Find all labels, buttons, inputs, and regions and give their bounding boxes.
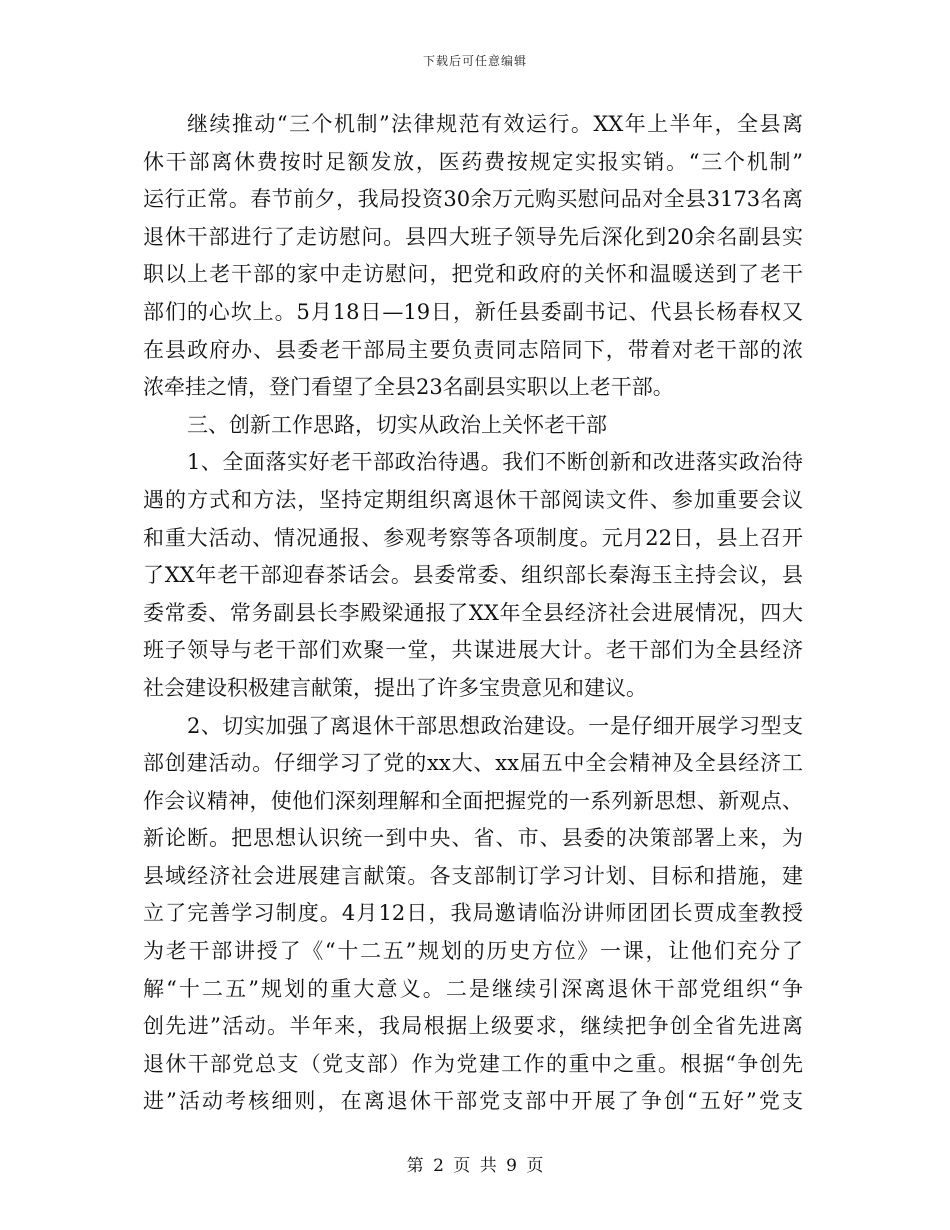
text-line: 社会建设积极建言献策，提出了许多宝贵意见和建议。 bbox=[143, 675, 647, 700]
text-line: 浓牵挂之情，登门看望了全县23名副县实职以上老干部。 bbox=[143, 375, 674, 400]
text-line: 新论断。把思想认识统一到中央、省、市、县委的决策部署上来，为 bbox=[143, 826, 803, 851]
text-line: 休干部离休费按时足额发放，医药费按规定实报实销。“三个机制” bbox=[143, 149, 803, 174]
page-footer: 第 2 页 共 9 页 bbox=[406, 1156, 544, 1176]
text-line: 职以上老干部的家中走访慰问，把党和政府的关怀和温暖送到了老干 bbox=[143, 262, 803, 287]
text-line: 遇的方式和方法，坚持定期组织离退休干部阅读文件、参加重要会议 bbox=[143, 487, 803, 512]
text-line: 部创建活动。仔细学习了党的xx大、xx届五中全会精神及全县经济工 bbox=[143, 751, 803, 776]
document-body bbox=[143, 106, 803, 1121]
text-line: 立了完善学习制度。4月12日，我局邀请临汾讲师团团长贾成奎教授 bbox=[143, 901, 803, 926]
section-heading: 三、创新工作思路，切实从政治上关怀老干部 bbox=[187, 412, 607, 437]
text-line: 2、切实加强了离退休干部思想政治建设。一是仔细开展学习型支 bbox=[187, 713, 803, 738]
text-line: 班子领导与老干部们欢聚一堂，共谋进展大计。老干部们为全县经济 bbox=[143, 638, 803, 663]
text-line: 县域经济社会进展建言献策。各支部制订学习计划、目标和措施，建 bbox=[143, 863, 803, 888]
text-line: 作会议精神，使他们深刻理解和全面把握党的一系列新思想、新观点、 bbox=[143, 788, 803, 813]
text-line: 部们的心坎上。5月18日—19日，新任县委副书记、代县长杨春权又 bbox=[143, 299, 803, 324]
text-line: 运行正常。春节前夕，我局投资30余万元购买慰问品对全县3173名离 bbox=[143, 187, 803, 212]
text-line: 了XX年老干部迎春茶话会。县委常委、组织部长秦海玉主持会议，县 bbox=[143, 563, 803, 588]
text-line: 创先进”活动。半年来，我局根据上级要求，继续把争创全省先进离 bbox=[143, 1014, 803, 1039]
text-line: 为老干部讲授了《“十二五”规划的历史方位》一课，让他们充分了 bbox=[143, 939, 803, 964]
text-line: 在县政府办、县委老干部局主要负责同志陪同下，带着对老干部的浓 bbox=[143, 337, 803, 362]
text-line: 继续推动“三个机制”法律规范有效运行。XX年上半年，全县离 bbox=[187, 112, 803, 136]
text-line: 解“十二五”规划的重大意义。二是继续引深离退休干部党组织“争 bbox=[143, 976, 803, 1001]
text-line: 进”活动考核细则，在离退休干部党支部中开展了争创“五好”党支 bbox=[143, 1089, 803, 1114]
page-header: 下载后可任意编辑 bbox=[422, 54, 527, 68]
text-line: 1、全面落实好老干部政治待遇。我们不断创新和改进落实政治待 bbox=[187, 450, 803, 475]
text-line: 退休干部党总支（党支部）作为党建工作的重中之重。根据“争创先 bbox=[143, 1051, 803, 1076]
text-line: 委常委、常务副县长李殿梁通报了XX年全县经济社会进展情况，四大 bbox=[143, 600, 803, 625]
text-line: 和重大活动、情况通报、参观考察等各项制度。元月22日，县上召开 bbox=[143, 525, 803, 550]
text-line: 退休干部进行了走访慰问。县四大班子领导先后深化到20余名副县实 bbox=[143, 224, 803, 249]
